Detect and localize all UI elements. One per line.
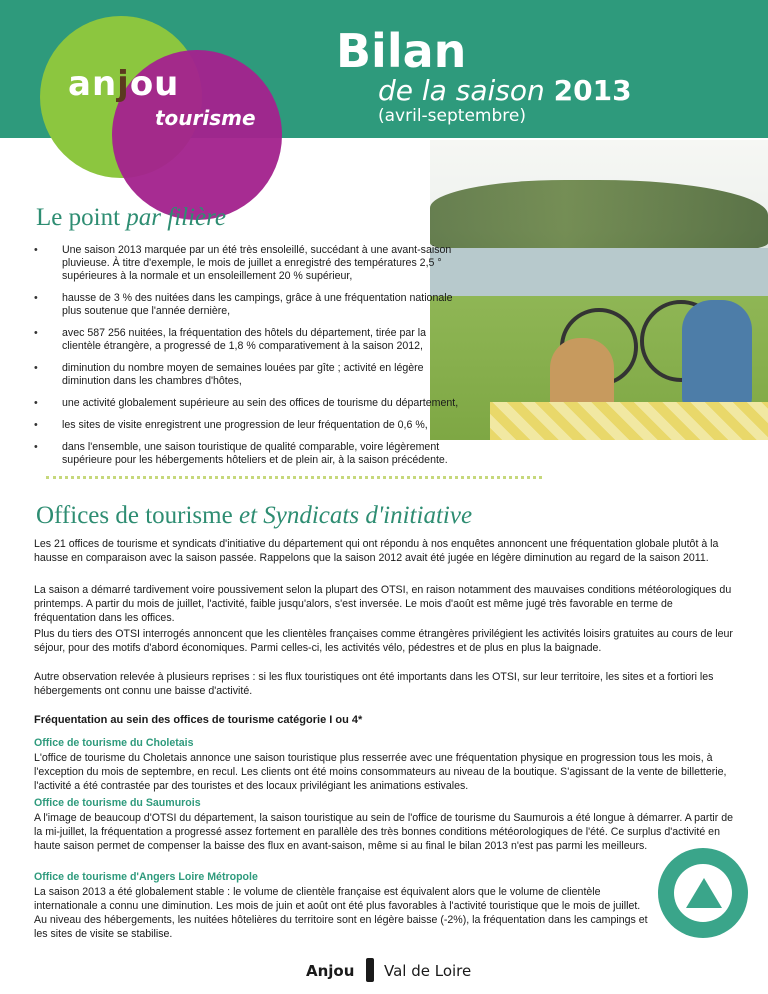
photo-river xyxy=(430,248,768,298)
paragraph: Autre observation relevée à plusieurs reprises : si les flux touristiques ont été importants dans les OTSI, sur leur territoire, les sites et a fortiori les hébergements ont connu une baisse d'activité. xyxy=(34,671,714,697)
frequentation-heading: Fréquentation au sein des offices de tourisme catégorie I ou 4* xyxy=(34,714,363,726)
page-title: Bilan xyxy=(336,24,467,78)
cyclists-picnic-photo xyxy=(430,140,768,440)
office-text-angers: La saison 2013 a été globalement stable : le volume de clientèle française est équivalent alors que le volume de clientèle internationale a connu une diminution. Les mois de juin et août ont été plus favorables à l'activité touristique que le mois de juillet. Au niveau des hébergements, les nuitées hôtelières du territoire sont en légère baisse (-2%), la fréquentation dans les campings et les sites de visite se stabilise. xyxy=(34,886,648,940)
logo-anjou: anjou xyxy=(68,64,180,104)
paragraph: Les 21 offices de tourisme et syndicats d'initiative du département qui ont répondu à nos enquêtes annoncent une fréquentation globale plutôt à la hausse en comparaison avec la saison passée. Rappelons que la saison 2012 avait été jugée en légère diminution au regard de la saison 2011. xyxy=(34,538,719,564)
office-title-choletais: Office de tourisme du Choletais xyxy=(34,737,194,749)
footer-brand-anjou: Anjou xyxy=(306,962,355,980)
paragraph: Plus du tiers des OTSI interrogés annoncent que les clientèles françaises comme étrangères privilégient les activités loisirs gratuites au cours de leur séjour, pour des motifs d'abord économiques. Parmi celles-ci, les activités vélo, pédestres et de plus en plus la baignade. xyxy=(34,628,733,654)
page-subtitle: de la saison 2013 xyxy=(378,74,632,107)
photo-trees xyxy=(430,180,768,250)
section-heading-filiere: Le point par filière xyxy=(36,204,227,231)
list-item: • une activité globalement supérieure au sein des offices de tourisme du département, xyxy=(34,397,466,410)
footer-brand-val-de-loire: Val de Loire xyxy=(384,962,472,980)
filiere-bullet-list xyxy=(34,244,466,476)
logo-tourisme: tourisme xyxy=(155,106,256,130)
section-heading-offices: Offices de tourisme et Syndicats d'initiative xyxy=(36,502,473,529)
page-period: (avril-septembre) xyxy=(378,106,526,126)
paragraph: La saison a démarré tardivement voire poussivement selon la plupart des OTSI, en raison notamment des mauvaises conditions météorologiques du printemps. A partir du mois de juillet, l'activité, faible jusqu'alors, s'est inversée. Le mois d'août est même jugé très favorable en terme de fréquentation dans les offices. xyxy=(34,584,732,624)
list-item: • Une saison 2013 marquée par un été très ensoleillé, succédant à une avant-saison pluvieuse. À titre d'exemple, le mois de juillet a enregistré des températures 2,5 ° supérieures à la normale et un ensoleillement 20 % supérieur, xyxy=(34,244,466,284)
list-item: • hausse de 3 % des nuitées dans les campings, grâce à une fréquentation nationale plus soutenue que l'année dernière, xyxy=(34,292,466,318)
list-item: • diminution du nombre moyen de semaines louées par gîte ; activité en légère diminution dans les chambres d'hôtes, xyxy=(34,362,466,388)
badge-triangle-icon xyxy=(686,878,722,908)
footer-brand-separator xyxy=(366,958,374,982)
photo-picnic-blanket xyxy=(490,402,768,440)
office-text-choletais: L'office de tourisme du Choletais annonce une saison touristique plus resserrée avec une fréquentation physique en progression tous les mois, à l'exception du mois de septembre, en recul. Les clients ont été moins consommateurs au niveau de la boutique. S'agissant de la vente de billetterie, l'activité a été contrastée par des touristes et des locaux privilégiant les animations estivales. xyxy=(34,752,727,792)
photo-person xyxy=(682,300,752,410)
list-item: • les sites de visite enregistrent une progression de leur fréquentation de 0,6 %, xyxy=(34,419,466,432)
office-title-angers: Office de tourisme d'Angers Loire Métropole xyxy=(34,871,258,883)
office-title-saumurois: Office de tourisme du Saumurois xyxy=(34,797,201,809)
network-badge-logo xyxy=(658,848,748,938)
dotted-divider xyxy=(46,476,542,479)
list-item: • dans l'ensemble, une saison touristique de qualité comparable, voire légèrement supérieure pour les hébergements hôteliers et de plein air, à la saison précédente. xyxy=(34,441,466,467)
office-text-saumurois: A l'image de beaucoup d'OTSI du département, la saison touristique au sein de l'office de tourisme du Saumurois a été longue à démarrer. A partir de la mi-juillet, la fréquentation a progressé assez fortement en parallèle des très bonnes conditions météorologiques de l'été. Ce surplus d'activité en haute saison permet de compenser la baisse des flux en avant-saison, même si au final le bilan 2013 n'est pas parmi les meilleurs. xyxy=(34,812,734,852)
list-item: • avec 587 256 nuitées, la fréquentation des hôtels du département, tirée par la clientèle étrangère, a progressé de 1,8 % comparativement à la saison 2012, xyxy=(34,327,466,353)
